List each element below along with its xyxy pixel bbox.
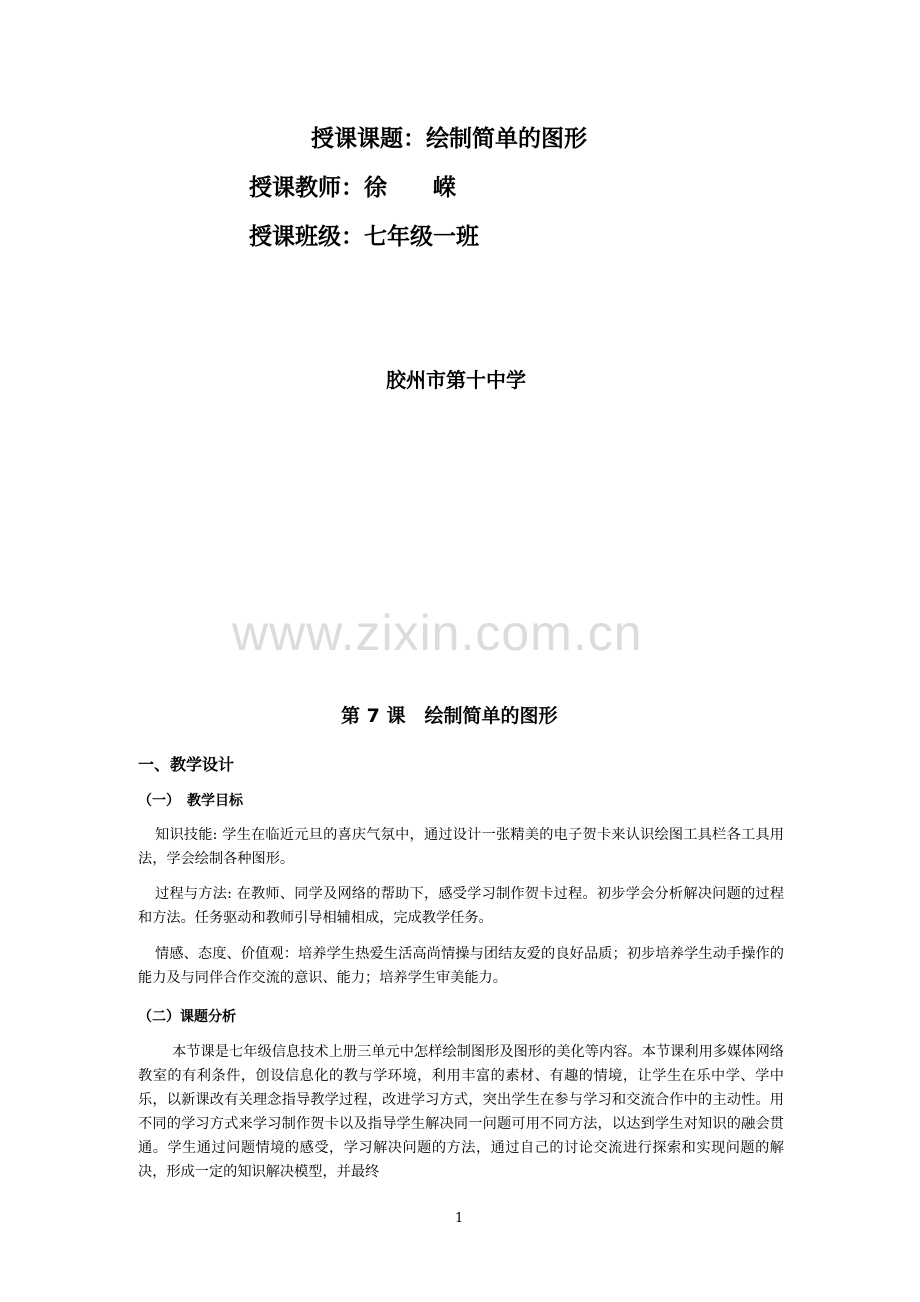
- watermark: www.zixin.com.cn: [232, 605, 643, 661]
- objective-knowledge-skills: 知识技能: 学生在临近元旦的喜庆气氛中，通过设计一张精美的电子贺卡来认识绘图工具栏各工具用法，学会绘制各种图形。: [138, 827, 784, 867]
- objective-emotion-values: 情感、态度、价值观：培养学生热爱生活高尚情操与团结友爱的良好品质；初步培养学生动手操作的能力及与同伴合作交流的意识、能力；培养学生审美能力。: [138, 946, 784, 986]
- cover-class: 授课班级：七年级一班: [249, 224, 479, 250]
- section-heading-teaching-design: 一、教学设计: [138, 755, 235, 774]
- lesson-title: 第 7 课 绘制简单的图形: [341, 705, 558, 727]
- topic-analysis-paragraph: 本节课是七年级信息技术上册三单元中怎样绘制图形及图形的美化等内容。本节课利用多媒体网络教室的有利条件，创设信息化的教与学环境，利用丰富的素材、有趣的情境，让学生在乐中学、学中乐，以新课改有关理念指导教学过程，改进学习方式，突出学生在参与学习和交流合作中的主动性。用不同的学习方式来学习制作贺卡以及指导学生解决同一问题可用不同方法，以达到学生对知识的融会贯通。学生通过问题情境的感受，学习解决问题的方法，通过自己的讨论交流进行探索和实现问题的解决，形成一定的知识解决模型，并最终: [138, 1044, 784, 1180]
- cover-topic: 授课课题：绘制简单的图形: [311, 126, 587, 152]
- objective-process-methods: 过程与方法: 在教师、同学及网络的帮助下，感受学习制作贺卡过程。初步学会分析解决问题的过程和方法。任务驱动和教师引导相辅相成，完成教学任务。: [138, 886, 784, 926]
- cover-teacher: 授课教师：徐 嵘: [249, 175, 456, 201]
- school-name: 胶州市第十中学: [386, 368, 526, 392]
- subheading-topic-analysis: （二）课题分析: [138, 1009, 236, 1025]
- subheading-teaching-objectives: （一） 教学目标: [138, 793, 243, 809]
- page-number: 1: [455, 1211, 464, 1226]
